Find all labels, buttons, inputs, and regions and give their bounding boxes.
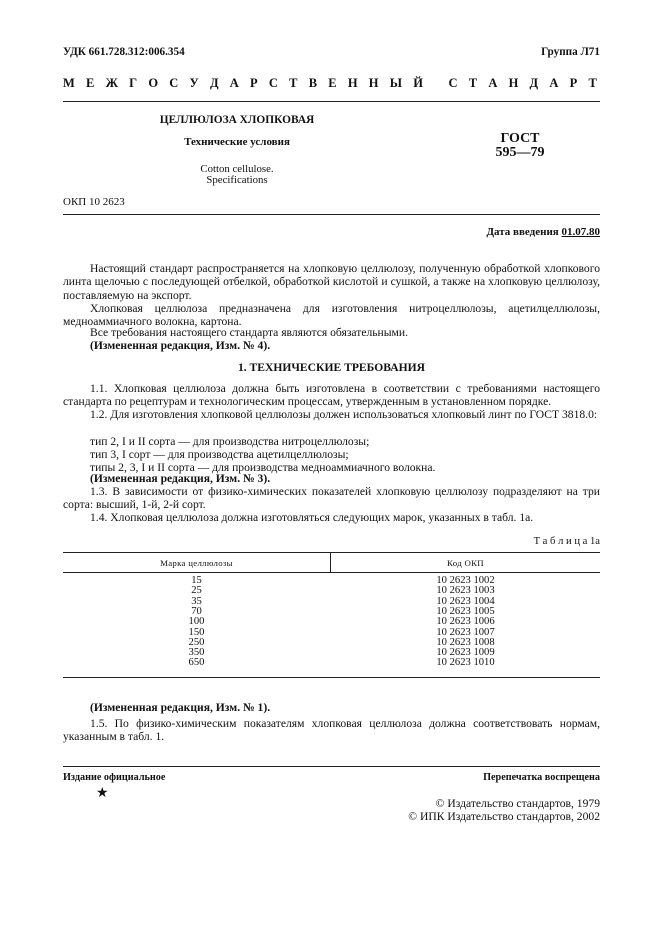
intro-paragraph-2: Хлопковая целлюлоза предназначена для изготовления нитроцеллюлозы, ацетилцеллюлозы, медноаммиачного волокна, картона.	[63, 302, 600, 329]
udk-code: УДК 661.728.312:006.354	[63, 46, 185, 58]
intro-date-value: 01.07.80	[561, 226, 600, 238]
copyright-2002: © ИПК Издательство стандартов, 2002	[408, 810, 600, 823]
section-heading: 1. ТЕХНИЧЕСКИЕ ТРЕБОВАНИЯ	[237, 361, 426, 374]
table-row-okp: 10 2623 1009	[436, 647, 495, 659]
header-rule	[63, 101, 600, 102]
official-edition: Издание официальное	[63, 772, 166, 783]
table-row-okp: 10 2623 1002	[436, 575, 495, 586]
okp-code: ОКП 10 2623	[63, 196, 125, 208]
table-header-grade: Марка целлюлозы	[160, 558, 233, 568]
table-row-okp: 10 2623 1010	[436, 657, 495, 669]
lint-type-3: типы 2, 3, I и II сорта — для производства медноаммиачного волокна.	[90, 461, 436, 474]
table-row-grade: 650	[188, 657, 205, 669]
paragraph-1-2: 1.2. Для изготовления хлопковой целлюлозы должен использоваться хлопковый линт по ГОСТ 3818.0:	[90, 408, 598, 421]
table-top-rule	[63, 552, 600, 553]
title-rule	[63, 214, 600, 215]
paragraph-1-5: 1.5. По физико-химическим показателям хлопковая целлюлоза должна соответствовать нормам, указанным в табл. 1.	[63, 717, 600, 744]
lint-type-2: тип 3, I сорт — для производства ацетилцеллюлозы;	[90, 448, 349, 461]
paragraph-1-1: 1.1. Хлопковая целлюлоза должна быть изготовлена в соответствии с требованиями настоящего стандарта по рецептурам и технологическим процессам, утвержденным в установленном порядке.	[63, 382, 600, 409]
revision-note-4: (Измененная редакция, Изм. № 4).	[90, 339, 271, 352]
table-row-grade: 350	[188, 647, 205, 659]
table-row-grade: 35	[191, 595, 202, 607]
table-row-grade: 70	[191, 605, 202, 617]
table-caption: Т а б л и ц а 1а	[533, 536, 600, 547]
english-subtitle: Specifications	[206, 174, 268, 186]
table-row-grade: 25	[191, 585, 202, 597]
table-row-grade: 100	[188, 616, 205, 628]
table-row-okp: 10 2623 1005	[436, 605, 495, 617]
intro-date	[486, 226, 600, 238]
table-header-rule	[63, 572, 600, 573]
table-row-okp: 10 2623 1006	[436, 616, 495, 628]
table-row-okp: 10 2623 1007	[436, 626, 495, 638]
table-row-grade: 150	[188, 626, 205, 638]
intro-paragraph-1: Настоящий стандарт распространяется на хлопковую целлюлозу, полученную обработкой хлопкового линта щелочью с последующей отбелкой, обработкой кислотой и сушкой, а также на хлопковую целлюлозу, поставляемую на экспорт.	[63, 262, 600, 302]
table-row-grade: 15	[191, 575, 202, 586]
star-icon: ★	[96, 786, 109, 801]
footer-rule	[63, 766, 600, 767]
standard-banner: М Е Ж Г О С У Д А Р С Т В Е Н Н Ы Й С Т А Н Д А Р Т	[63, 76, 601, 90]
document-title: ЦЕЛЛЮЛОЗА ХЛОПКОВАЯ	[159, 114, 315, 126]
paragraph-1-4: 1.4. Хлопковая целлюлоза должна изготовляться следующих марок, указанных в табл. 1а.	[90, 511, 534, 524]
gost-label: ГОСТ	[500, 131, 540, 146]
document-subtitle: Технические условия	[184, 136, 290, 148]
table-row-okp: 10 2623 1008	[436, 636, 495, 648]
copyright-1979: © Издательство стандартов, 1979	[435, 797, 600, 810]
table-row-okp: 10 2623 1003	[436, 585, 495, 597]
table-header-okp: Код ОКП	[447, 558, 484, 568]
group-code: Группа Л71	[541, 46, 600, 58]
lint-type-1: тип 2, I и II сорта — для производства нитроцеллюлозы;	[90, 435, 370, 448]
table-row-okp: 10 2623 1004	[436, 595, 495, 607]
table-row-grade: 250	[188, 636, 205, 648]
paragraph-1-3: 1.3. В зависимости от физико-химических показателей хлопковую целлюлозу подразделяют на три сорта: высший, 1-й, 2-й сорт.	[63, 485, 600, 512]
intro-paragraph-3: Все требования настоящего стандарта являются обязательными.	[90, 326, 408, 339]
revision-note-1: (Измененная редакция, Изм. № 1).	[90, 701, 271, 714]
reprint-notice: Перепечатка воспрещена	[483, 772, 600, 783]
english-title: Cotton cellulose.	[200, 163, 274, 175]
table-bottom-rule	[63, 677, 600, 678]
gost-number: 595—79	[495, 145, 545, 160]
revision-note-3: (Измененная редакция, Изм. № 3).	[90, 472, 271, 485]
intro-date-label: Дата введения	[486, 226, 559, 238]
